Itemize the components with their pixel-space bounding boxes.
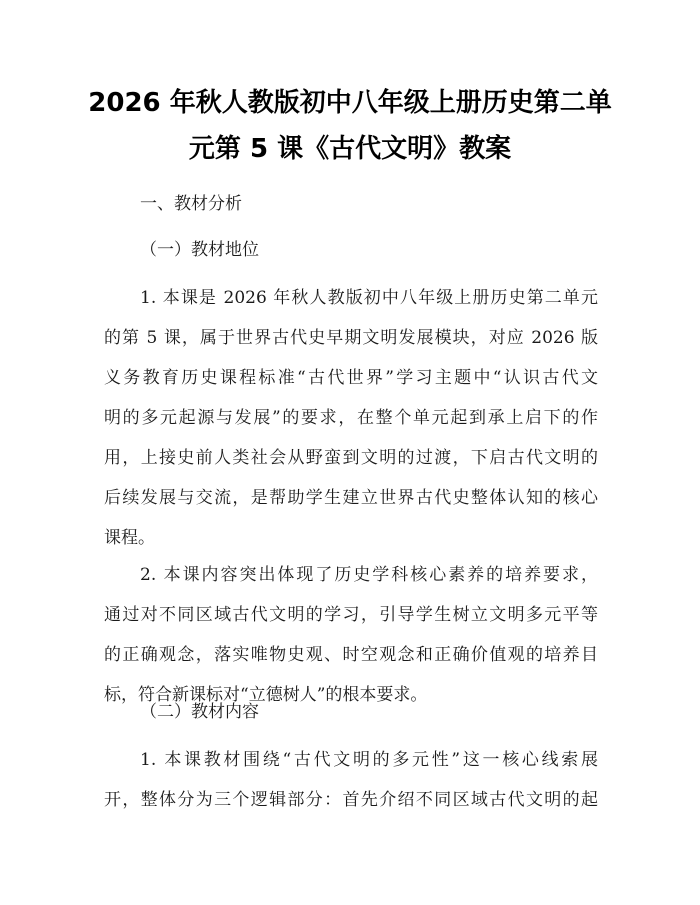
paragraph-line: 1. 本课教材围绕“古代文明的多元性”这一核心线索展 — [140, 750, 598, 770]
paragraph-line: 1. 本课是 2026 年秋人教版初中八年级上册历史第二单元 — [140, 288, 598, 308]
document-title-line-2: 元第 5 课《古代文明》教案 — [188, 134, 512, 164]
paragraph-line: 的正确观念，落实唯物史观、时空观念和正确价值观的培养目 — [104, 645, 598, 665]
paragraph-line: 2. 本课内容突出体现了历史学科核心素养的培养要求， — [140, 565, 598, 585]
subsection-heading-textbook-status: （一）教材地位 — [140, 240, 259, 260]
paragraph-1 — [104, 286, 598, 566]
document-title-line-1: 2026 年秋人教版初中八年级上册历史第二单 — [88, 88, 612, 118]
section-heading-textbook-analysis: 一、教材分析 — [140, 194, 242, 214]
paragraph-line: 开，整体分为三个逻辑部分：首先介绍不同区域古代文明的起 — [104, 790, 598, 810]
paragraph-3 — [104, 748, 598, 828]
paragraph-line: 后续发展与交流，是帮助学生建立世界古代史整体认知的核心 — [104, 488, 598, 508]
paragraph-line: 用，上接史前人类社会从野蛮到文明的过渡，下启古代文明的 — [104, 448, 598, 468]
paragraph-line: 明的多元起源与发展”的要求，在整个单元起到承上启下的作 — [104, 408, 598, 428]
paragraph-line: 标，符合新课标对“立德树人”的根本要求。 — [104, 685, 428, 705]
paragraph-2 — [104, 563, 598, 723]
paragraph-line: 义务教育历史课程标准“古代世界”学习主题中“认识古代文 — [104, 368, 598, 388]
paragraph-line: 通过对不同区域古代文明的学习，引导学生树立文明多元平等 — [104, 605, 598, 625]
subsection-heading-textbook-content: （二）教材内容 — [140, 702, 259, 722]
paragraph-line: 的第 5 课，属于世界古代史早期文明发展模块，对应 2026 版 — [104, 328, 598, 348]
paragraph-line: 课程。 — [104, 528, 155, 548]
